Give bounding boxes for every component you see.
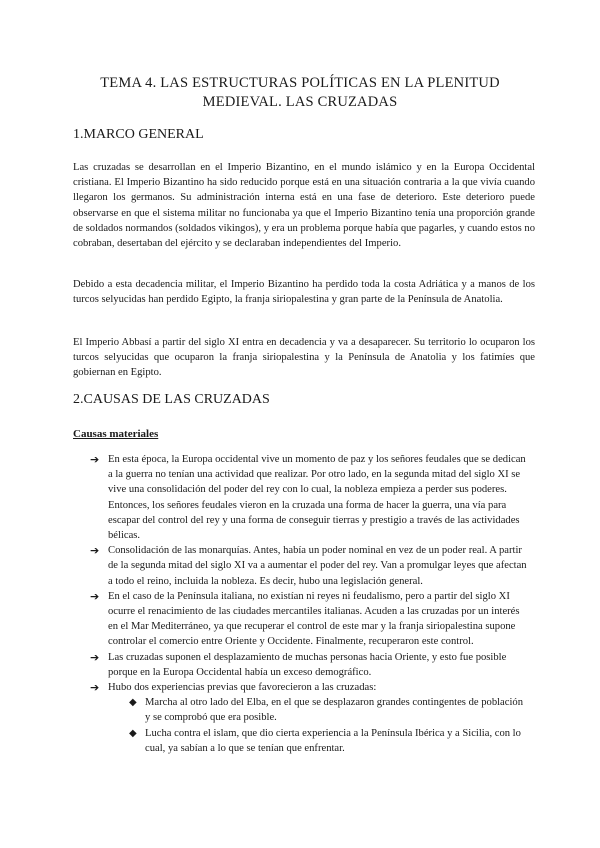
arrow-bullet-icon: ➔ <box>90 544 100 558</box>
title-line-2: MEDIEVAL. LAS CRUZADAS <box>202 94 398 110</box>
bullet-item: ➔ Hubo dos experiencias previas que favorecieron a las cruzadas: ◆ Marcha al otro lado del Elba, en el que se desplazaron grandes contingentes de población y se comprobó que era posible. ◆ Lucha contra el islam, que dio cierta experiencia a la Península Ibérica y a Sicilia, con lo cual, ya sabían a lo que se tenían que enfrentar. <box>90 680 530 756</box>
section-heading-causas: 2.CAUSAS DE LAS CRUZADAS <box>73 392 270 407</box>
causes-bullet-list <box>90 452 530 756</box>
bullet-item: ➔ En esta época, la Europa occidental vive un momento de paz y los señores feudales que se dedican a la guerra no tenían una actividad que realizar. Por otro lado, en la segunda mitad del siglo XI se vive una consolidación del poder del rey con lo cual, la nobleza empieza a perder sus poderes. Entonces, los señores feudales vieron en la cruzada una forma de hacer la guerra, una vía para escapar del control del rey y una forma de conseguir tierras y prestigio a través de las actividades bélicas. <box>90 453 526 542</box>
paragraph-1: Las cruzadas se desarrollan en el Imperio Bizantino, en el mundo islámico y en la Europa Occidental cristiana. El Imperio Bizantino ha sido reducido porque está en una situación contraria a la que vivía cuando llegaron los germanos. Su administración interna está en una fase de deterioro. Este deterioro puede observarse en que el sistema militar no funcionaba ya que el Imperio Bizantino tenía una proporción grande de soldados normandos (soldados vikingos), y era un problema porque había que pagarles, y cuando estos no cobraban, desertaban del ejército y se declaraban independientes del Imperio. <box>73 162 535 250</box>
document-title <box>70 74 530 112</box>
bullet-item: ➔ Las cruzadas suponen el desplazamiento de muchas personas hacia Oriente, y esto fue posible porque en la Europa Occidental había un exceso demográfico. <box>90 650 507 678</box>
arrow-bullet-icon: ➔ <box>90 681 100 695</box>
bullet-item: ➔ En el caso de la Península italiana, no existían ni reyes ni feudalismo, pero a partir del siglo XI ocurre el renacimiento de las ciudades mercantiles italianas. Acuden a las cruzadas por un interés en el Mar Mediterráneo, ya que recuperar el control de este mar y la franja siriopalestina supone controlar el comercio entre Oriente y Occidente. Finalmente, recuperaron este control. <box>90 589 520 648</box>
paragraph-2: Debido a esta decadencia militar, el Imperio Bizantino ha perdido toda la costa Adriática y a manos de los turcos selyucidas han perdido Egipto, la franja siriopalestina y gran parte de la Península de Anatolia. <box>73 279 535 306</box>
sub-bullet-item: ◆ Lucha contra el islam, que dio cierta experiencia a la Península Ibérica y a Sicilia, con lo cual, ya sabían a lo que se tenían que enfrentar. <box>129 727 521 754</box>
experiences-sub-list <box>108 695 530 756</box>
arrow-bullet-icon: ➔ <box>90 453 100 466</box>
bullet-item: ➔ Consolidación de las monarquías. Antes, había un poder nominal en vez de un poder real. A partir de la segunda mitad del siglo XI va a aumentar el poder del rey. Van a promulgar leyes que afectan a todo el reino, incluida la nobleza. Es decir, hubo una legislación general. <box>90 544 527 587</box>
title-line-1: TEMA 4. LAS ESTRUCTURAS POLÍTICAS EN LA PLENITUD <box>100 75 500 91</box>
section-heading-marco-general: 1.MARCO GENERAL <box>73 127 204 142</box>
paragraph-3: El Imperio Abbasí a partir del siglo XI entra en decadencia y va a desaparecer. Su territorio lo ocuparon los turcos selyucidas que ocuparon la franja siriopalestina y la Península de Anatolia y los fatimíes que gobiernan en Egipto. <box>73 337 535 379</box>
subheading-causas-materiales: Causas materiales <box>73 428 159 440</box>
diamond-bullet-icon: ◆ <box>129 697 137 709</box>
arrow-bullet-icon: ➔ <box>90 589 100 603</box>
sub-bullet-item: ◆ Marcha al otro lado del Elba, en el que se desplazaron grandes contingentes de población y se comprobó que era posible. <box>129 697 523 724</box>
diamond-bullet-icon: ◆ <box>129 727 137 739</box>
arrow-bullet-icon: ➔ <box>90 650 100 664</box>
